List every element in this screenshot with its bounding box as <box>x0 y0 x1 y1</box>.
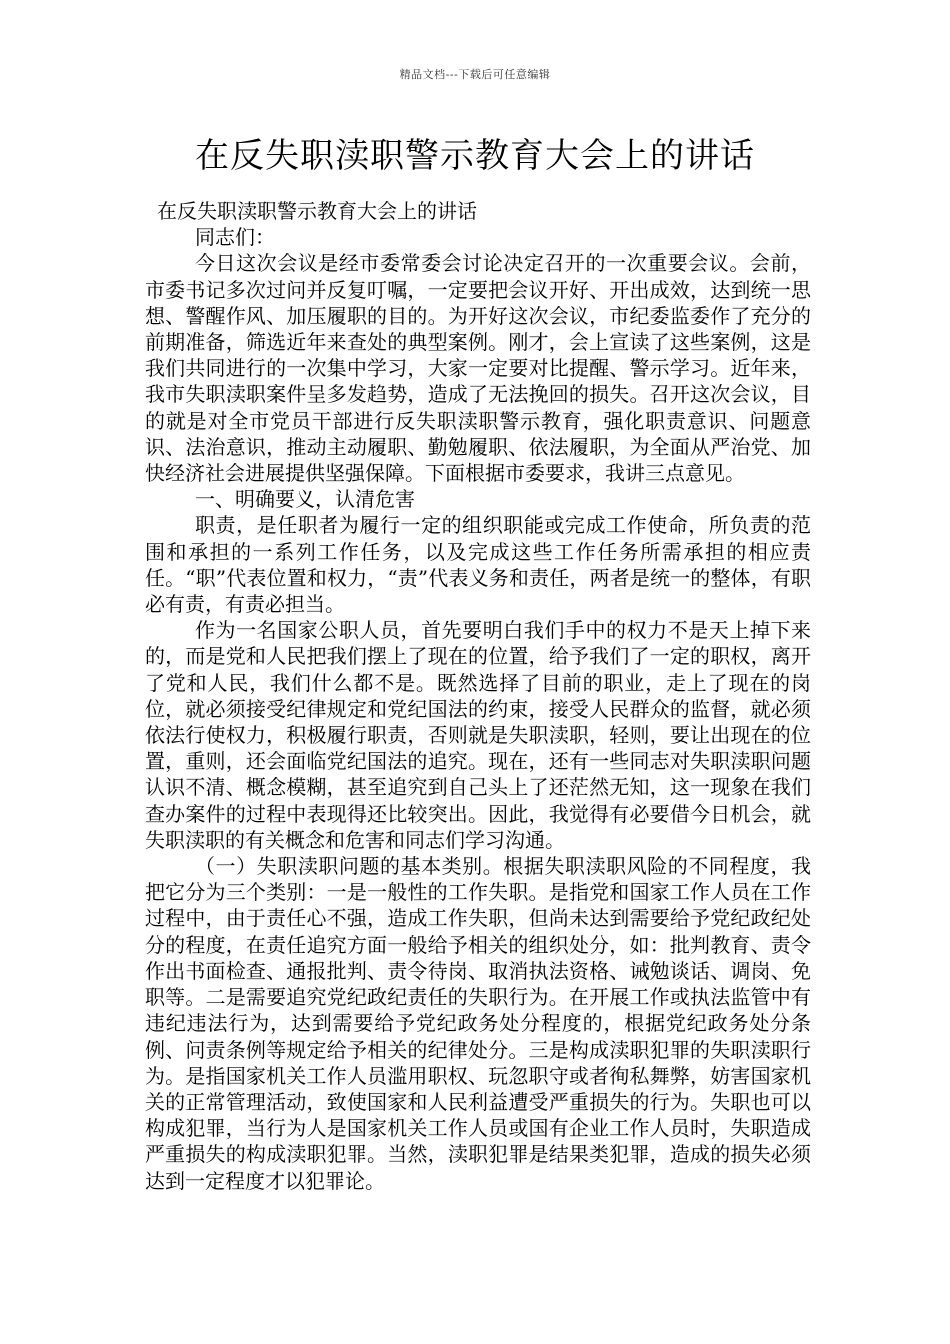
document-title: 在反失职渎职警示教育大会上的讲话 <box>195 136 755 176</box>
paragraph-categories: （一）失职渎职问题的基本类别。根据失职渎职风险的不同程度，我把它分为三个类别：一是一般性的工作失职。是指党和国家工作人员在工作过程中，由于责任心不强，造成工作失职，但尚未达到需要给予党纪政纪处分的程度，在责任追究方面一般给予相关的组织处分，如：批判教育、责令作出书面检查、通报批判、责令待岗、取消执法资格、诫勉谈话、调岗、免职等。二是需要追究党纪政纪责任的失职行为。在开展工作或执法监管中有违纪违法行为，达到需要给予党纪政务处分程度的，根据党纪政务处分条例、问责条例等规定给予相关的纪律处分。三是构成渎职犯罪的失职渎职行为。是指国家机关工作人员滥用职权、玩忽职守或者徇私舞弊，妨害国家机关的正常管理活动，致使国家和人民利益遭受严重损失的行为。失职也可以构成犯罪，当行为人是国家机关工作人员或国有企业工作人员时，失职造成严重损失的构成渎职犯罪。当然，渎职犯罪是结果类犯罪，造成的损失必须达到一定程度才以犯罪论。 <box>145 854 811 1193</box>
document-body <box>145 198 811 1194</box>
page-header-note: 精品文档---下载后可任意编辑 <box>399 68 551 81</box>
document-subtitle: 在反失职渎职警示教育大会上的讲话 <box>157 199 477 223</box>
salutation: 同志们： <box>195 225 275 250</box>
paragraph-duty-definition: 职责，是任职者为履行一定的组织职能或完成工作使命，所负责的范围和承担的一系列工作任务，以及完成这些工作任务所需承担的相应责任。“职”代表位置和权力，“责”代表义务和责任，两者是统一的整体，有职必有责，有责必担当。 <box>145 513 811 617</box>
paragraph-public-official: 作为一名国家公职人员，首先要明白我们手中的权力不是天上掉下来的，而是党和人民把我们摆上了现在的位置，给予我们了一定的职权，离开了党和人民，我们什么都不是。既然选择了目前的职业，走上了现在的岗位，就必须接受纪律规定和党纪国法的约束，接受人民群众的监督，就必须依法行使权力，积极履行职责，否则就是失职渎职，轻则，要让出现在的位置，重则，还会面临党纪国法的追究。现在，还有一些同志对失职渎职问题认识不清、概念模糊，甚至追究到自己头上了还茫然无知，这一现象在我们查办案件的过程中表现得还比较突出。因此，我觉得有必要借今日机会，就失职渎职的有关概念和危害和同志们学习沟通。 <box>145 618 811 852</box>
section-heading-1: 一、明确要义，认清危害 <box>195 487 415 512</box>
paragraph-opening: 今日这次会议是经市委常委会讨论决定召开的一次重要会议。会前，市委书记多次过问并反复叮嘱，一定要把会议开好、开出成效，达到统一思想、警醒作风、加压履职的目的。为开好这次会议，市纪委监委作了充分的前期准备，筛选近年来查处的典型案例。刚才，会上宣读了这些案例，这是我们共同进行的一次集中学习，大家一定要对比提醒、警示学习。近年来，我市失职渎职案件呈多发趋势，造成了无法挽回的损失。召开这次会议，目的就是对全市党员干部进行反失职渎职警示教育，强化职责意识、问题意识、法治意识，推动主动履职、勤勉履职、依法履职，为全面从严治党、加快经济社会进展提供坚强保障。下面根据市委要求，我讲三点意见。 <box>145 251 811 486</box>
